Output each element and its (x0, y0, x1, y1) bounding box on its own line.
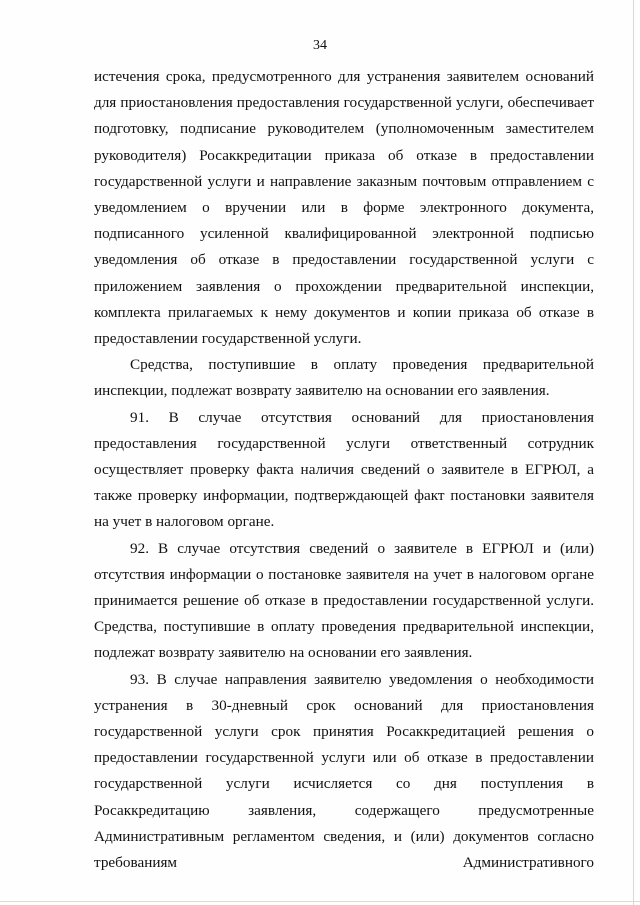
paragraph-continuation: истечения срока, предусмотренного для устранения заявителем оснований для приостановления предоставления государственной услуги, обеспечивает подготовку, подписание руководителем (уполномоченным заместителем руководителя) Росаккредитации приказа об отказе в предоставлении государственной услуги и направление заказным почтовым отправлением с уведомлением о вручении или в форме электронного документа, подписанного усиленной квалифицированной электронной подписью уведомления об отказе в предоставлении государственной услуги с приложением заявления о прохождении предварительной инспекции, комплекта прилагаемых к нему документов и копии приказа об отказе в предоставлении государственной услуги. (94, 68, 594, 348)
paragraph-93: 93. В случае направления заявителю уведомления о необходимости устранения в 30-дневный срок оснований для приостановления государственной услуги срок принятия Росаккредитацией решения о предоставлении государственной услуги или об отказе в предоставлении государственной услуги исчисляется со дня поступления в Росаккредитацию заявления, содержащего предусмотренные Административным регламентом сведения, и (или) документов согласно требованиям Административного (94, 670, 594, 872)
document-body (94, 64, 594, 876)
paragraph-92: 92. В случае отсутствия сведений о заявителе в ЕГРЮЛ и (или) отсутствия информации о постановке заявителя на учет в налоговом органе принимается решение об отказе в предоставлении государственной услуги. Средства, поступившие в оплату проведения предварительной инспекции, подлежат возврату заявителю на основании его заявления. (94, 539, 594, 662)
page-number: 34 (313, 38, 327, 53)
paragraph-funds-refund: Средства, поступившие в оплату проведения предварительной инспекции, подлежат возврату заявителю на основании его заявления. (94, 356, 594, 400)
scan-edge-right (633, 0, 634, 905)
paragraph-91: 91. В случае отсутствия оснований для приостановления предоставления государственной услуги ответственный сотрудник осуществляет проверку факта наличия сведений о заявителе в ЕГРЮЛ, а также проверку информации, подтверждающей факт постановки заявителя на учет в налоговом органе. (94, 408, 594, 531)
scan-edge-bottom (0, 901, 640, 902)
